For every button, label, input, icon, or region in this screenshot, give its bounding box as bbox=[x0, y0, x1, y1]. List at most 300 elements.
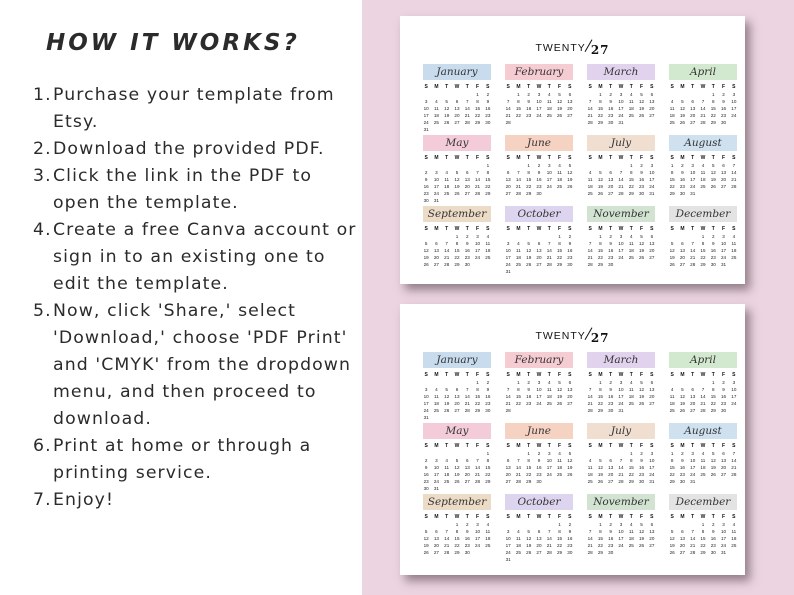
day-cell: 25 bbox=[628, 113, 634, 118]
day-cell: 4 bbox=[588, 458, 592, 463]
day-cell: 27 bbox=[679, 550, 685, 555]
weekday-label: S bbox=[670, 226, 674, 232]
day-grid bbox=[503, 451, 575, 484]
day-cell: 24 bbox=[690, 184, 696, 189]
day-cell: 26 bbox=[597, 191, 603, 196]
day-cell: 31 bbox=[423, 415, 429, 420]
weekday-label: T bbox=[445, 155, 449, 161]
day-cell: 22 bbox=[454, 543, 460, 548]
weekday-label: F bbox=[640, 84, 644, 90]
day-cell: 29 bbox=[557, 550, 563, 555]
day-cell: 19 bbox=[639, 536, 645, 541]
day-cell: 31 bbox=[721, 262, 727, 267]
day-cell: 7 bbox=[588, 99, 592, 104]
day-blank bbox=[431, 92, 441, 97]
day-blank bbox=[688, 380, 698, 385]
weekday-label: M bbox=[516, 84, 521, 90]
day-cell: 4 bbox=[670, 99, 674, 104]
step-number: 4. bbox=[33, 220, 52, 240]
month-name: November bbox=[587, 494, 655, 510]
day-cell: 6 bbox=[506, 458, 510, 463]
day-cell: 24 bbox=[721, 255, 727, 260]
day-cell: 1 bbox=[712, 380, 715, 385]
day-cell: 15 bbox=[515, 106, 521, 111]
day-blank bbox=[544, 522, 554, 527]
day-cell: 14 bbox=[546, 248, 552, 253]
day-cell: 19 bbox=[423, 543, 429, 548]
day-cell: 24 bbox=[505, 262, 511, 267]
day-cell: 3 bbox=[619, 234, 623, 239]
day-blank bbox=[677, 522, 687, 527]
day-cell: 13 bbox=[649, 529, 655, 534]
day-cell: 11 bbox=[434, 394, 439, 399]
day-blank bbox=[462, 92, 472, 97]
day-cell: 20 bbox=[649, 394, 655, 399]
weekday-header bbox=[421, 372, 493, 378]
weekday-label: S bbox=[424, 443, 428, 449]
day-cell: 13 bbox=[454, 394, 460, 399]
day-cell: 6 bbox=[435, 529, 438, 534]
day-cell: 9 bbox=[722, 99, 725, 104]
day-cell: 11 bbox=[587, 465, 593, 470]
day-cell: 4 bbox=[630, 92, 633, 97]
day-cell: 15 bbox=[700, 536, 706, 541]
weekday-label: S bbox=[732, 155, 736, 161]
day-cell: 22 bbox=[710, 401, 716, 406]
day-cell: 5 bbox=[424, 529, 428, 534]
day-cell: 9 bbox=[527, 99, 530, 104]
day-cell: 23 bbox=[639, 184, 645, 189]
calendar-title bbox=[400, 325, 745, 345]
weekday-label: W bbox=[454, 514, 460, 520]
day-cell: 9 bbox=[681, 170, 684, 175]
month-september bbox=[421, 494, 493, 565]
weekday-label: M bbox=[434, 443, 439, 449]
weekday-label: M bbox=[434, 226, 439, 232]
month-name: June bbox=[505, 423, 573, 439]
weekday-header bbox=[667, 443, 739, 449]
weekday-label: S bbox=[732, 514, 736, 520]
weekday-label: T bbox=[465, 226, 469, 232]
calendar-preview-bottom bbox=[400, 304, 745, 575]
day-cell: 8 bbox=[517, 99, 520, 104]
day-cell: 29 bbox=[526, 479, 532, 484]
day-cell: 20 bbox=[679, 255, 685, 260]
day-cell: 5 bbox=[455, 458, 459, 463]
weekday-label: S bbox=[506, 155, 510, 161]
day-blank bbox=[513, 163, 523, 168]
month-name: April bbox=[669, 352, 737, 368]
day-cell: 23 bbox=[710, 255, 716, 260]
day-cell: 4 bbox=[701, 163, 705, 168]
day-cell: 13 bbox=[690, 394, 696, 399]
weekday-label: T bbox=[445, 226, 449, 232]
day-cell: 8 bbox=[486, 458, 490, 463]
day-cell: 27 bbox=[690, 120, 696, 125]
day-cell: 29 bbox=[700, 550, 706, 555]
day-cell: 4 bbox=[517, 529, 520, 534]
day-cell: 14 bbox=[546, 536, 552, 541]
day-cell: 22 bbox=[475, 113, 481, 118]
day-cell: 11 bbox=[669, 394, 675, 399]
day-cell: 10 bbox=[536, 387, 542, 392]
weekday-header bbox=[585, 84, 657, 90]
day-cell: 18 bbox=[546, 106, 552, 111]
day-cell: 26 bbox=[526, 262, 532, 267]
day-cell: 5 bbox=[681, 99, 684, 104]
day-cell: 31 bbox=[423, 127, 429, 132]
day-grid bbox=[667, 92, 739, 125]
day-cell: 15 bbox=[557, 248, 563, 253]
weekday-label: M bbox=[434, 514, 439, 520]
day-cell: 27 bbox=[505, 479, 511, 484]
day-blank bbox=[503, 234, 513, 239]
instruction-step bbox=[33, 433, 358, 487]
day-cell: 21 bbox=[444, 255, 450, 260]
day-blank bbox=[544, 234, 554, 239]
day-grid bbox=[667, 163, 739, 196]
weekday-label: T bbox=[547, 514, 551, 520]
day-cell: 5 bbox=[424, 241, 428, 246]
day-cell: 24 bbox=[475, 255, 481, 260]
day-cell: 27 bbox=[721, 472, 727, 477]
day-cell: 17 bbox=[721, 536, 727, 541]
day-cell: 10 bbox=[690, 458, 696, 463]
day-cell: 7 bbox=[691, 241, 694, 246]
weekday-label: M bbox=[598, 155, 603, 161]
day-cell: 24 bbox=[618, 543, 624, 548]
day-cell: 5 bbox=[670, 529, 674, 534]
calendar-title-word: TWENTY bbox=[535, 42, 586, 54]
day-cell: 29 bbox=[454, 550, 460, 555]
day-cell: 10 bbox=[721, 529, 727, 534]
day-grid bbox=[421, 163, 493, 203]
weekday-label: F bbox=[640, 155, 644, 161]
day-cell: 3 bbox=[619, 92, 623, 97]
day-cell: 7 bbox=[506, 99, 510, 104]
day-cell: 20 bbox=[721, 465, 727, 470]
day-cell: 27 bbox=[608, 479, 614, 484]
day-cell: 24 bbox=[546, 184, 552, 189]
day-cell: 29 bbox=[475, 120, 481, 125]
day-cell: 31 bbox=[721, 550, 727, 555]
instruction-step bbox=[33, 298, 358, 433]
day-cell: 10 bbox=[423, 106, 429, 111]
weekday-label: W bbox=[618, 155, 624, 161]
day-cell: 8 bbox=[630, 170, 633, 175]
day-cell: 20 bbox=[454, 401, 460, 406]
day-blank bbox=[421, 380, 431, 385]
weekday-header bbox=[667, 372, 739, 378]
day-cell: 25 bbox=[628, 543, 634, 548]
day-cell: 13 bbox=[433, 248, 439, 253]
day-cell: 11 bbox=[700, 458, 706, 463]
month-grid bbox=[421, 64, 737, 277]
day-blank bbox=[442, 522, 452, 527]
day-grid bbox=[503, 163, 575, 196]
day-cell: 7 bbox=[476, 170, 479, 175]
day-cell: 27 bbox=[649, 543, 655, 548]
day-cell: 14 bbox=[515, 177, 521, 182]
day-cell: 3 bbox=[619, 380, 623, 385]
day-cell: 29 bbox=[475, 408, 481, 413]
month-october bbox=[503, 494, 575, 565]
day-blank bbox=[503, 451, 513, 456]
day-cell: 14 bbox=[731, 458, 737, 463]
day-grid bbox=[585, 380, 657, 413]
day-cell: 7 bbox=[445, 241, 448, 246]
weekday-label: T bbox=[629, 155, 633, 161]
day-cell: 2 bbox=[568, 522, 572, 527]
day-cell: 9 bbox=[712, 241, 715, 246]
day-cell: 10 bbox=[505, 248, 511, 253]
day-cell: 14 bbox=[700, 394, 706, 399]
day-cell: 21 bbox=[475, 472, 481, 477]
day-cell: 1 bbox=[712, 92, 715, 97]
weekday-label: F bbox=[640, 372, 644, 378]
weekday-label: F bbox=[476, 514, 480, 520]
day-blank bbox=[606, 451, 616, 456]
day-cell: 6 bbox=[609, 458, 612, 463]
weekday-label: F bbox=[476, 155, 480, 161]
day-cell: 17 bbox=[536, 394, 542, 399]
day-cell: 17 bbox=[536, 106, 542, 111]
month-june bbox=[503, 423, 575, 494]
day-cell: 26 bbox=[454, 479, 460, 484]
month-may bbox=[421, 135, 493, 206]
day-cell: 24 bbox=[690, 472, 696, 477]
day-cell: 6 bbox=[650, 522, 654, 527]
day-cell: 3 bbox=[476, 234, 479, 239]
month-name: September bbox=[423, 206, 491, 222]
day-cell: 1 bbox=[558, 522, 561, 527]
day-cell: 7 bbox=[466, 387, 469, 392]
weekday-label: S bbox=[424, 226, 428, 232]
day-cell: 6 bbox=[568, 380, 572, 385]
day-cell: 7 bbox=[732, 163, 736, 168]
day-cell: 4 bbox=[630, 380, 633, 385]
weekday-header bbox=[503, 443, 575, 449]
day-blank bbox=[472, 163, 482, 168]
day-blank bbox=[442, 234, 452, 239]
weekday-label: S bbox=[568, 226, 572, 232]
weekday-header bbox=[503, 155, 575, 161]
day-cell: 12 bbox=[557, 387, 563, 392]
day-cell: 17 bbox=[505, 255, 511, 260]
day-cell: 16 bbox=[536, 177, 542, 182]
day-cell: 22 bbox=[485, 472, 491, 477]
weekday-label: S bbox=[486, 514, 490, 520]
day-cell: 3 bbox=[548, 163, 551, 168]
day-cell: 2 bbox=[424, 458, 428, 463]
weekday-header bbox=[667, 84, 739, 90]
day-blank bbox=[421, 234, 431, 239]
day-cell: 19 bbox=[710, 177, 716, 182]
day-cell: 13 bbox=[649, 387, 655, 392]
day-cell: 8 bbox=[599, 529, 602, 534]
day-cell: 2 bbox=[527, 380, 530, 385]
day-cell: 19 bbox=[444, 401, 450, 406]
day-cell: 20 bbox=[505, 184, 511, 189]
day-cell: 1 bbox=[455, 234, 459, 239]
day-cell: 22 bbox=[515, 113, 521, 118]
day-cell: 16 bbox=[536, 465, 542, 470]
day-cell: 4 bbox=[558, 451, 561, 456]
day-cell: 8 bbox=[527, 170, 530, 175]
day-cell: 21 bbox=[464, 401, 470, 406]
day-cell: 22 bbox=[700, 543, 706, 548]
weekday-label: M bbox=[434, 372, 439, 378]
day-blank bbox=[513, 451, 523, 456]
day-grid bbox=[421, 451, 493, 491]
day-cell: 2 bbox=[609, 234, 612, 239]
day-cell: 26 bbox=[639, 543, 645, 548]
weekday-label: S bbox=[588, 84, 592, 90]
day-cell: 29 bbox=[628, 191, 634, 196]
day-blank bbox=[442, 163, 452, 168]
month-january bbox=[421, 64, 493, 135]
day-cell: 6 bbox=[691, 387, 694, 392]
day-cell: 27 bbox=[454, 120, 460, 125]
weekday-label: T bbox=[609, 155, 613, 161]
weekday-label: M bbox=[680, 226, 685, 232]
weekday-label: T bbox=[547, 372, 551, 378]
day-cell: 20 bbox=[454, 113, 460, 118]
day-cell: 6 bbox=[466, 458, 469, 463]
day-cell: 3 bbox=[722, 522, 725, 527]
weekday-label: M bbox=[434, 84, 439, 90]
day-cell: 14 bbox=[587, 394, 593, 399]
day-blank bbox=[442, 92, 452, 97]
day-cell: 28 bbox=[690, 262, 696, 267]
day-cell: 14 bbox=[505, 394, 511, 399]
day-cell: 24 bbox=[505, 550, 511, 555]
weekday-label: W bbox=[454, 226, 460, 232]
day-cell: 7 bbox=[517, 458, 520, 463]
day-cell: 18 bbox=[515, 255, 521, 260]
month-name: October bbox=[505, 494, 573, 510]
day-cell: 31 bbox=[690, 479, 696, 484]
weekday-label: T bbox=[527, 372, 531, 378]
day-cell: 1 bbox=[476, 92, 479, 97]
day-cell: 8 bbox=[599, 99, 602, 104]
day-cell: 28 bbox=[444, 262, 450, 267]
month-name: February bbox=[505, 64, 573, 80]
day-cell: 8 bbox=[599, 387, 602, 392]
day-cell: 23 bbox=[710, 543, 716, 548]
day-blank bbox=[585, 380, 595, 385]
month-july bbox=[585, 135, 657, 206]
day-cell: 16 bbox=[567, 248, 573, 253]
day-cell: 1 bbox=[670, 163, 674, 168]
day-cell: 31 bbox=[649, 479, 655, 484]
day-cell: 13 bbox=[679, 248, 685, 253]
day-cell: 26 bbox=[423, 550, 429, 555]
day-cell: 4 bbox=[732, 522, 736, 527]
day-cell: 30 bbox=[485, 120, 491, 125]
day-cell: 25 bbox=[669, 120, 675, 125]
day-cell: 2 bbox=[568, 234, 572, 239]
weekday-label: T bbox=[609, 443, 613, 449]
day-blank bbox=[421, 92, 431, 97]
weekday-label: F bbox=[476, 226, 480, 232]
day-blank bbox=[431, 451, 441, 456]
day-cell: 19 bbox=[423, 255, 429, 260]
day-cell: 2 bbox=[424, 170, 428, 175]
day-cell: 8 bbox=[701, 241, 705, 246]
day-cell: 13 bbox=[608, 465, 614, 470]
day-cell: 5 bbox=[640, 234, 643, 239]
day-cell: 9 bbox=[527, 387, 530, 392]
day-cell: 3 bbox=[650, 163, 654, 168]
weekday-label: S bbox=[486, 84, 490, 90]
day-cell: 19 bbox=[639, 394, 645, 399]
day-cell: 16 bbox=[608, 394, 614, 399]
day-cell: 19 bbox=[669, 255, 675, 260]
day-cell: 26 bbox=[567, 184, 573, 189]
day-cell: 10 bbox=[649, 458, 655, 463]
day-cell: 2 bbox=[722, 380, 725, 385]
day-cell: 17 bbox=[731, 106, 737, 111]
day-blank bbox=[585, 451, 595, 456]
day-cell: 3 bbox=[619, 522, 623, 527]
day-cell: 16 bbox=[464, 248, 470, 253]
month-name: February bbox=[505, 352, 573, 368]
day-cell: 25 bbox=[485, 255, 491, 260]
day-cell: 4 bbox=[435, 387, 438, 392]
day-cell: 10 bbox=[618, 387, 624, 392]
day-cell: 19 bbox=[597, 184, 603, 189]
day-cell: 6 bbox=[455, 387, 459, 392]
weekday-header bbox=[503, 84, 575, 90]
day-cell: 21 bbox=[690, 255, 696, 260]
day-cell: 27 bbox=[567, 401, 573, 406]
day-blank bbox=[534, 234, 544, 239]
day-cell: 9 bbox=[609, 387, 612, 392]
day-cell: 7 bbox=[466, 99, 469, 104]
month-name: March bbox=[587, 64, 655, 80]
day-cell: 12 bbox=[557, 99, 563, 104]
weekday-label: W bbox=[536, 372, 542, 378]
month-may bbox=[421, 423, 493, 494]
day-cell: 26 bbox=[669, 550, 675, 555]
day-cell: 19 bbox=[526, 543, 532, 548]
weekday-label: W bbox=[454, 84, 460, 90]
day-cell: 11 bbox=[628, 241, 634, 246]
day-cell: 2 bbox=[712, 522, 715, 527]
day-cell: 30 bbox=[608, 550, 614, 555]
weekday-label: T bbox=[691, 155, 695, 161]
day-cell: 27 bbox=[454, 408, 460, 413]
day-cell: 25 bbox=[557, 472, 563, 477]
day-blank bbox=[616, 163, 626, 168]
day-cell: 28 bbox=[700, 120, 706, 125]
day-cell: 16 bbox=[567, 536, 573, 541]
month-october bbox=[503, 206, 575, 277]
day-cell: 22 bbox=[700, 255, 706, 260]
weekday-label: S bbox=[650, 372, 654, 378]
step-number: 6. bbox=[33, 436, 52, 456]
weekday-label: S bbox=[486, 226, 490, 232]
weekday-label: M bbox=[434, 155, 439, 161]
month-name: August bbox=[669, 135, 737, 151]
day-grid bbox=[421, 92, 493, 132]
day-cell: 1 bbox=[701, 522, 705, 527]
day-cell: 30 bbox=[567, 550, 573, 555]
day-cell: 9 bbox=[712, 529, 715, 534]
day-cell: 15 bbox=[710, 394, 716, 399]
day-cell: 18 bbox=[628, 536, 634, 541]
